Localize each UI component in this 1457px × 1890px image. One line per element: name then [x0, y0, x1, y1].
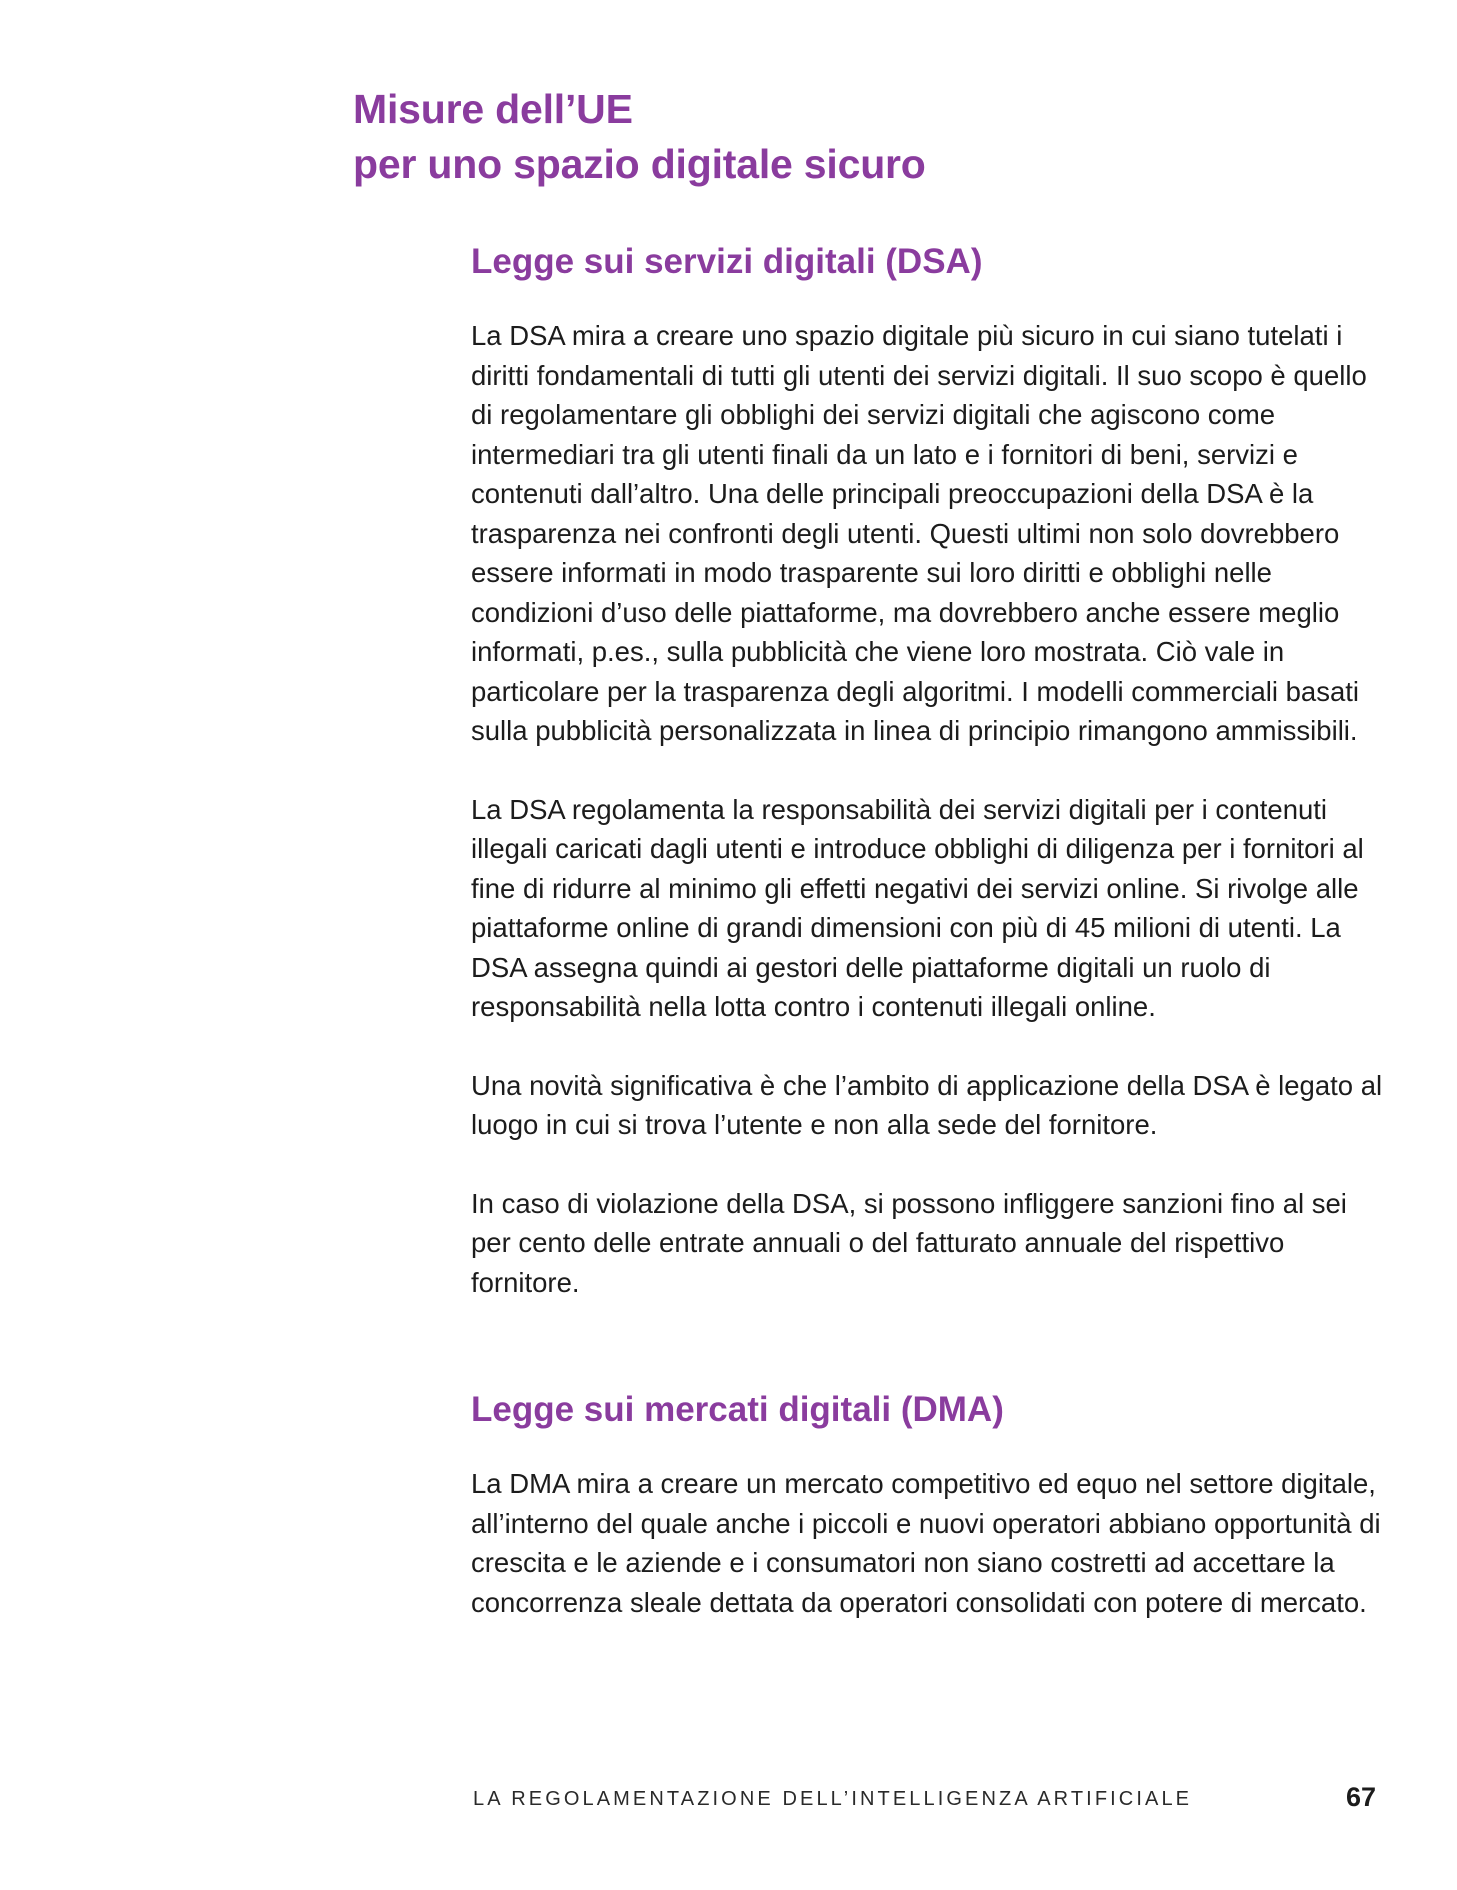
page-footer — [473, 1782, 1376, 1818]
dsa-paragraph-4: In caso di violazione della DSA, si possono infliggere sanzioni fino al sei per cento delle entrate annuali o del fatturato annuale del rispettivo fornitore. — [471, 1187, 1347, 1298]
dsa-paragraph-2: La DSA regolamenta la responsabilità dei servizi digitali per i contenuti illegali caricati dagli utenti e introduce obblighi di diligenza per i fornitori al fine di ridurre al minimo gli effetti negativi dei servizi online. Si rivolge alle piattaforme online di grandi dimensioni con più di 45 milioni di utenti. La DSA assegna quindi ai gestori delle piattaforme digitali un ruolo di responsabilità nella lotta contro i contenuti illegali online. — [471, 793, 1364, 1022]
dsa-paragraph-3: Una novità significativa è che l’ambito di applicazione della DSA è legato al luogo in cui si trova l’utente e non alla sede del fornitore. — [471, 1069, 1383, 1140]
page-title-line-1: Misure dell’UE — [353, 86, 633, 132]
page-number: 67 — [1345, 1782, 1376, 1812]
section-heading-dma: Legge sui mercati digitali (DMA) — [471, 1390, 1004, 1429]
dsa-paragraph-1: La DSA mira a creare uno spazio digitale più sicuro in cui siano tutelati i diritti fondamentali di tutti gli utenti dei servizi digitali. Il suo scopo è quello di regolamentare gli obblighi dei servizi digitali che agiscono come intermediari tra gli utenti finali da un lato e i fornitori di beni, servizi e contenuti dall’altro. Una delle principali preoccupazioni della DSA è la trasparenza nei confronti degli utenti. Questi ultimi non solo dovrebbero essere informati in modo trasparente sui loro diritti e obblighi nelle condizioni d’uso delle piattaforme, ma dovrebbero anche essere meglio informati, p.es., sulla pubblicità che viene loro mostrata. Ciò vale in particolare per la trasparenza degli algoritmi. I modelli commerciali basati sulla pubblicità personalizzata in linea di principio rimangono ammissibili. — [471, 320, 1367, 746]
section-heading-dsa: Legge sui servizi digitali (DSA) — [471, 242, 983, 281]
dma-paragraph-1: La DMA mira a creare un mercato competitivo ed equo nel settore digitale, all’interno del quale anche i piccoli e nuovi operatori abbiano opportunità di crescita e le aziende e i consumatori non siano costretti ad accettare la concorrenza sleale dettata da operatori consolidati con potere di mercato. — [471, 1468, 1381, 1618]
running-title: LA REGOLAMENTAZIONE DELL’INTELLIGENZA ARTIFICIALE — [473, 1788, 1193, 1810]
page-title — [353, 82, 926, 192]
main-content — [471, 232, 1391, 1622]
page-title-line-2: per uno spazio digitale sicuro — [353, 141, 926, 187]
